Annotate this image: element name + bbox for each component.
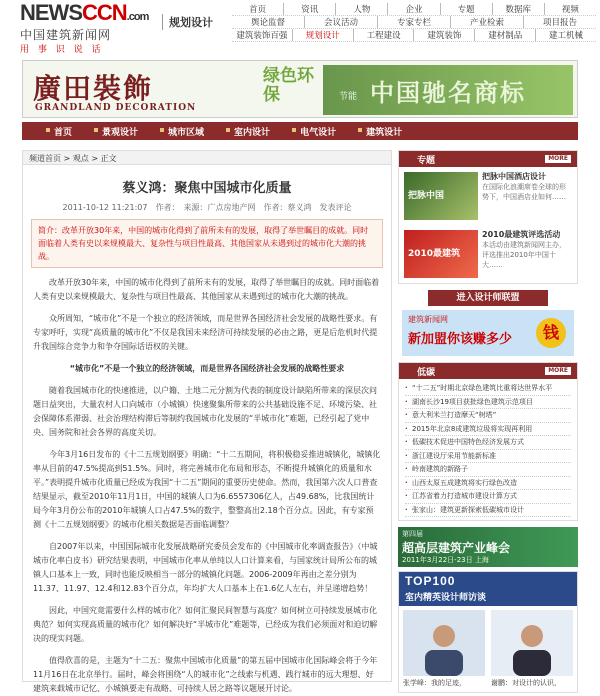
nav-link[interactable]: 建筑装饰 bbox=[414, 29, 475, 41]
list-item[interactable]: · 意大利米兰打造摩天“树塔” bbox=[405, 409, 571, 423]
summit-date: 2011年3月22日-23日 上海 bbox=[402, 556, 489, 564]
list-item[interactable]: · 湖南长沙19项目获批绿色建筑示范项目 bbox=[405, 396, 571, 410]
nav-link[interactable]: 首页 bbox=[232, 3, 284, 15]
main-nav bbox=[22, 122, 578, 140]
nav-link[interactable]: 建材制品 bbox=[475, 29, 536, 41]
logo-slogan: 用 事 识 说 话 bbox=[20, 45, 104, 55]
low-carbon-title: 低碳 bbox=[417, 367, 436, 378]
breadcrumb[interactable]: 频道首页 > 观点 > 正文 bbox=[23, 151, 391, 165]
logo-brand-com: .com bbox=[126, 11, 149, 23]
summit-title: 超高层建筑产业峰会 bbox=[402, 541, 511, 555]
article-paragraph: 自2007年以来，中国国际城市化发展战略研究委员会发布的《中国城市化率调查报告》（中城城市化率白皮书）研究结果表明，中国城市化率从单纯以人口计算来看，与国家统计局所公布的城镇人口基本上一致，同时也能反映相当一部分的城镇化问题。2006-2009年再由之差分别为11.37、11.97、12.4和12.83个百分点，年均扩大人口基本上在1.6亿人左右，并呈递增趋势！ bbox=[33, 542, 378, 593]
nav-link[interactable]: 舆论监督 bbox=[232, 16, 305, 28]
main-nav-item[interactable]: 景观设计 bbox=[94, 125, 138, 138]
article-summary: 简介：改革开放30年来，中国的城市化得到了前所未有的发展，取得了举世瞩目的成就。同时面临着人类有史以来规模最大、复杂性与项目性最高、其他国家从未遇到过的城市化大潮的挑战。 bbox=[31, 219, 383, 268]
nav-link[interactable]: 建工机械 bbox=[549, 31, 584, 41]
banner-slogan: 中国驰名商标 bbox=[323, 65, 573, 115]
special-header bbox=[399, 151, 577, 167]
interview-list bbox=[399, 606, 577, 692]
main-nav-item[interactable]: 室内设计 bbox=[226, 125, 270, 138]
list-item[interactable]: · 岭南建筑的新路子 bbox=[405, 463, 571, 477]
article-meta: 2011-10-12 11:21:07 作者： 来源：广点房地产网 作者：蔡义鸿 发表评论 bbox=[62, 203, 352, 212]
top100-subtitle: 室内精英设计师访谈 bbox=[405, 593, 487, 603]
join-designer-button[interactable]: 进入设计师联盟 bbox=[428, 290, 548, 306]
list-item[interactable]: · “十二五”时期北京绿色建筑比重将达世界水平 bbox=[405, 382, 571, 396]
summit-edition: 第四届 bbox=[402, 530, 423, 538]
interview-caption[interactable]: 谢鹏：对设计的认识， bbox=[491, 679, 561, 687]
nav-link[interactable]: 人物 bbox=[336, 3, 388, 15]
article-panel bbox=[22, 150, 392, 693]
ad-line-1: 建筑新闻网 bbox=[408, 315, 448, 324]
nav-link[interactable]: 专家专栏 bbox=[378, 16, 451, 28]
article-paragraph: 众所周知，“城市化”不是一个独立的经济领域，而是世界各国经济社会发展的战略性要求。有专家呼吁，实现“高质量的城市化”不仅是我国未来经济可持续发展的必由之路，更是后危机时代提升我国综合竞争力和争夺国际话语权的关键。 bbox=[33, 314, 378, 351]
banner-jieneng: 节能 bbox=[339, 92, 358, 102]
nav-link-active[interactable]: 规划设计 bbox=[293, 29, 354, 41]
special-item-desc: 在国际化浪潮席卷全球的形势下，中国酒店业如何…… bbox=[482, 183, 566, 201]
list-item[interactable]: · 低碳技术促进中国特色经济发展方式 bbox=[405, 436, 571, 450]
interview-photo[interactable] bbox=[403, 610, 485, 676]
nav-link[interactable]: 会议活动 bbox=[305, 16, 378, 28]
main-nav-item[interactable]: 电气设计 bbox=[292, 125, 336, 138]
special-thumb[interactable]: 把脉中国 bbox=[404, 172, 478, 220]
nav-link[interactable]: 资讯 bbox=[284, 3, 336, 15]
top-nav-row-3 bbox=[232, 29, 596, 42]
main-nav-item[interactable]: 首页 bbox=[46, 125, 72, 138]
list-item[interactable]: · 山西太原五成建筑将实行绿色改造 bbox=[405, 477, 571, 491]
ad-line-2: 新加盟你该赚多少 bbox=[408, 332, 513, 347]
special-item[interactable] bbox=[399, 225, 577, 283]
article-paragraph: 因此，中国究竟需要什么样的城市化？如何汇聚民间智慧与高度？如何树立可持续发展城市化典范？如何实现高质量的城市化？如何解决好“半城市化”难题等，已经成为我们必须面对和迫切解决的现实问题。 bbox=[33, 606, 378, 643]
list-item[interactable]: · 江苏省着力打造城市建设计算方式 bbox=[405, 490, 571, 504]
article-paragraph: 今年3月16日发布的《十二五规划纲要》明确：“十二五期间，将积极稳妥推进城镇化，城镇化率从目前的47.5%提高到51.5%。同时，将完善城市化布局和形态，不断提升城镇化的质量和水平。”表明提升城市化质量已经成为我国“十二五”期间的重要历史使命。然而，我国第六次人口普查结果显示，截至2010年11月1日，中国的城镇人口为6.6557306亿人，占49.68%，比我国统计局今年3月份公布的2010年城镇人口占47.5%的数字，整整高出2.18个百分点。因此，有专家预测《十二五规划纲要》的城市化相关数据是否面临调整？ bbox=[33, 450, 381, 529]
nav-link[interactable]: 产业检索 bbox=[451, 16, 524, 28]
main-nav-item[interactable]: 城市区域 bbox=[160, 125, 204, 138]
special-text bbox=[482, 172, 572, 220]
list-item[interactable]: · 2015年北京8成建筑垃圾将实现再利用 bbox=[405, 423, 571, 437]
special-title: 专题 bbox=[417, 155, 436, 166]
person-photo bbox=[403, 610, 485, 676]
person-photo bbox=[491, 610, 573, 676]
article-body bbox=[23, 276, 391, 696]
article-title: 蔡义鸿：聚焦中国城市化质量 bbox=[122, 181, 292, 196]
logo-brand-ccn: CCN bbox=[82, 0, 127, 25]
banner-brand-cn: 廣田裝飾 bbox=[33, 72, 154, 105]
ad-banner[interactable] bbox=[22, 60, 578, 118]
more-button[interactable]: MORE bbox=[545, 155, 571, 163]
special-box bbox=[398, 150, 578, 284]
logo-cn-name: 中国建筑新闻网 bbox=[20, 28, 112, 42]
article-paragraph: 值得欣喜的是，主题为“十二五：聚焦中国城市化质量”的第五届中国城市化国际峰会将于今年11月16日在北京举行。届时，峰会将围绕“人的城市化”之线索与机遇、践行城市的远大理想、好建筑来载城市记忆、小城镇要走有战略、可持续人居之路等议题展开讨论。 bbox=[33, 656, 378, 693]
list-item[interactable]: · 浙江建设厅采用节能新标准 bbox=[405, 450, 571, 464]
article-paragraph: 改革开放30年来，中国的城市化得到了前所未有的发展，取得了举世瞩目的成就。同时面临着人类有史以来规模最大、复杂性与项目性最高、其他国家从未遇到过的城市化大潮的挑战。 bbox=[33, 278, 380, 301]
main-nav-item[interactable]: 建筑设计 bbox=[358, 125, 402, 138]
special-item-title[interactable]: 把脉中国酒店设计 bbox=[482, 172, 546, 181]
nav-link[interactable]: 项目报告 bbox=[542, 18, 577, 28]
nav-link[interactable]: 视频 bbox=[561, 5, 579, 15]
low-carbon-box bbox=[398, 362, 578, 521]
low-carbon-list bbox=[399, 379, 577, 520]
more-button[interactable]: MORE bbox=[545, 367, 571, 375]
banner-brand-en: GRANDLAND DECORATION bbox=[35, 103, 197, 113]
site-header bbox=[0, 0, 600, 58]
low-carbon-header bbox=[399, 363, 577, 379]
banner-green-text: 绿色环保 bbox=[263, 66, 314, 105]
nav-link[interactable]: 专题 bbox=[441, 3, 493, 15]
nav-link[interactable]: 企业 bbox=[388, 3, 440, 15]
logo-brand-news: NEWS bbox=[20, 0, 82, 25]
coin-icon: 钱 bbox=[536, 318, 566, 348]
franchise-ad[interactable] bbox=[402, 310, 574, 356]
top100-box bbox=[398, 571, 578, 693]
article-paragraph: 随着我国城市化的快速推进，以户籍、土地二元分割为代表的制度设计缺陷所带来的深层次问题日益突出，大量农村人口向城市（小城镇）快速聚集所带来的公共基础设施不足、环境污染、社会保障体系滞弱、社会治理结构滞后等制约我国城市化发展的“半城市化”难题，已经引起了党中央、国务院和社会各界的高度关切。 bbox=[33, 386, 377, 437]
special-text bbox=[482, 230, 572, 278]
section-title: 规划设计 bbox=[162, 14, 213, 30]
special-thumb[interactable]: 2010最建筑 bbox=[404, 230, 478, 278]
article-subheading: “城市化”不是一个独立的经济领域，而是世界各国经济社会发展的战略性要求 bbox=[69, 364, 345, 373]
nav-link[interactable]: 工程建设 bbox=[354, 29, 415, 41]
top100-header[interactable] bbox=[399, 572, 577, 606]
top100-logo: TOP100 bbox=[405, 574, 456, 588]
sidebar bbox=[398, 150, 578, 687]
special-item[interactable] bbox=[399, 167, 577, 225]
special-item-title[interactable]: 2010最建筑评选活动 bbox=[482, 230, 561, 239]
top-nav-row-2 bbox=[232, 16, 596, 29]
special-item-desc: 本活动由建筑新闻网主办，评选推出2010年中国十大…… bbox=[482, 241, 566, 269]
top-nav bbox=[232, 3, 596, 42]
nav-link[interactable]: 建筑装饰百强 bbox=[232, 29, 293, 41]
nav-link[interactable]: 数据库 bbox=[493, 3, 545, 15]
site-logo[interactable] bbox=[20, 2, 160, 54]
interview-photo[interactable] bbox=[491, 610, 573, 676]
interview-caption[interactable]: 张学峰：我的足迹， bbox=[403, 679, 466, 687]
list-item[interactable]: · 张家山：建筑更新探索低碳城市设计 bbox=[405, 504, 571, 518]
top-nav-row-1 bbox=[232, 3, 596, 16]
summit-ad[interactable] bbox=[398, 527, 578, 567]
interview-item[interactable] bbox=[491, 610, 573, 688]
interview-item[interactable] bbox=[403, 610, 485, 688]
